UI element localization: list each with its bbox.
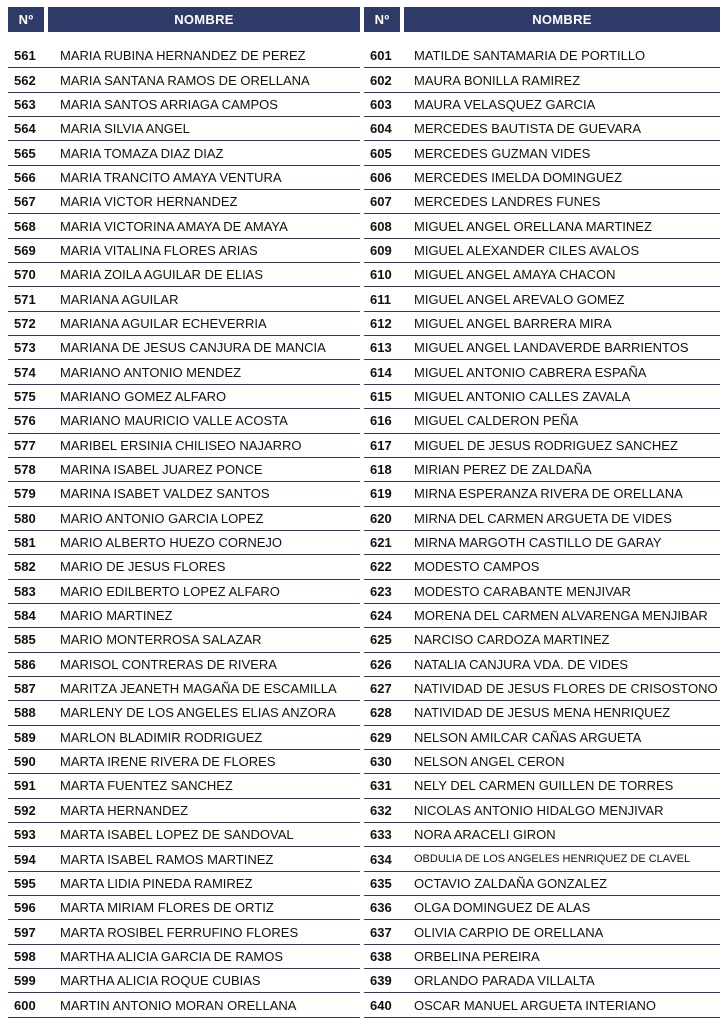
row-number: 606 (370, 169, 392, 185)
table-row (364, 969, 720, 993)
table-row (364, 896, 720, 920)
row-number: 590 (14, 754, 36, 770)
table-row (364, 263, 720, 287)
row-name: MARTIN ANTONIO MORAN ORELLANA (60, 997, 297, 1013)
row-number: 570 (14, 267, 36, 283)
row-number: 616 (370, 413, 392, 429)
row-number: 592 (14, 802, 36, 818)
table-row (8, 263, 360, 287)
row-number: 598 (14, 948, 36, 964)
row-number: 596 (14, 900, 36, 916)
row-name: MIRNA MARGOTH CASTILLO DE GARAY (414, 535, 662, 551)
table-row (8, 287, 360, 311)
row-name: MARIANO ANTONIO MENDEZ (60, 364, 242, 380)
row-number: 636 (370, 900, 392, 916)
row-number: 601 (370, 48, 392, 64)
table-row (364, 166, 720, 190)
row-number: 586 (14, 656, 36, 672)
row-number: 607 (370, 194, 392, 210)
table-row (364, 141, 720, 165)
row-name: NICOLAS ANTONIO HIDALGO MENJIVAR (414, 802, 664, 818)
table-row (8, 117, 360, 141)
row-number: 609 (370, 242, 392, 258)
row-name: MIGUEL ANGEL AMAYA CHACON (414, 267, 616, 283)
row-number: 578 (14, 462, 36, 478)
row-name: MARTA IRENE RIVERA DE FLORES (60, 754, 276, 770)
row-number: 622 (370, 559, 392, 575)
row-name: MORENA DEL CARMEN ALVARENGA MENJIBAR (414, 608, 708, 624)
row-name: MARINA ISABET VALDEZ SANTOS (60, 486, 270, 502)
row-number: 613 (370, 340, 392, 356)
table-row (8, 993, 360, 1017)
table-row (8, 823, 360, 847)
table-row (364, 385, 720, 409)
row-name: MARTHA ALICIA GARCIA DE RAMOS (60, 948, 283, 964)
table-row (364, 68, 720, 92)
row-name: NELSON AMILCAR CAÑAS ARGUETA (414, 729, 642, 745)
table-row (8, 44, 360, 68)
row-name: MIGUEL ANTONIO CALLES ZAVALA (414, 388, 631, 404)
row-name: MARLON BLADIMIR RODRIGUEZ (60, 729, 263, 745)
row-number: 588 (14, 705, 36, 721)
row-number: 608 (370, 218, 392, 234)
table-row (8, 385, 360, 409)
row-name: MARIANO MAURICIO VALLE ACOSTA (60, 413, 288, 429)
row-name: MARIO ALBERTO HUEZO CORNEJO (60, 535, 283, 551)
row-name: OBDULIA DE LOS ANGELES HENRIQUEZ DE CLAVEL (414, 853, 691, 866)
table-row (8, 458, 360, 482)
row-number: 604 (370, 121, 392, 137)
row-number: 574 (14, 364, 36, 380)
table-row (8, 872, 360, 896)
table-row (364, 531, 720, 555)
table-row (364, 434, 720, 458)
table-row (364, 190, 720, 214)
row-number: 617 (370, 437, 392, 453)
row-number: 612 (370, 315, 392, 331)
table-row (364, 482, 720, 506)
row-name: MIGUEL DE JESUS RODRIGUEZ SANCHEZ (414, 437, 678, 453)
row-name: NATIVIDAD DE JESUS FLORES DE CRISOSTONO (414, 681, 718, 697)
table-row (364, 555, 720, 579)
row-number: 582 (14, 559, 36, 575)
row-number: 573 (14, 340, 36, 356)
table-row (8, 677, 360, 701)
row-number: 611 (370, 291, 391, 307)
row-number: 603 (370, 96, 392, 112)
table-row (8, 214, 360, 238)
table-row (8, 799, 360, 823)
row-number: 614 (370, 364, 392, 380)
table-row (364, 920, 720, 944)
row-name: MARIO MONTERROSA SALAZAR (60, 632, 262, 648)
row-name: MAURA BONILLA RAMIREZ (414, 72, 581, 88)
row-name: MARTA FUENTEZ SANCHEZ (60, 778, 233, 794)
row-name: MERCEDES GUZMAN VIDES (414, 145, 591, 161)
row-name: MIGUEL ANTONIO CABRERA ESPAÑA (414, 364, 647, 380)
row-name: NATALIA CANJURA VDA. DE VIDES (414, 656, 629, 672)
row-name: NELY DEL CARMEN GUILLEN DE TORRES (414, 778, 674, 794)
row-name: MIGUEL ANGEL LANDAVERDE BARRIENTOS (414, 340, 689, 356)
row-number: 569 (14, 242, 36, 258)
row-number: 625 (370, 632, 392, 648)
table-row (364, 117, 720, 141)
row-number: 639 (370, 973, 392, 989)
table-row (8, 190, 360, 214)
row-number: 637 (370, 924, 392, 940)
table-row (8, 653, 360, 677)
table-row (8, 360, 360, 384)
row-number: 563 (14, 96, 36, 112)
table-row (364, 312, 720, 336)
table-row (8, 166, 360, 190)
row-number: 628 (370, 705, 392, 721)
row-number: 585 (14, 632, 36, 648)
table-row (364, 360, 720, 384)
row-number: 576 (14, 413, 36, 429)
row-name: MIGUEL ANGEL ORELLANA MARTINEZ (414, 218, 652, 234)
table-row (8, 628, 360, 652)
row-number: 627 (370, 681, 392, 697)
row-name: MATILDE SANTAMARIA DE PORTILLO (414, 48, 646, 64)
table-row (364, 458, 720, 482)
table-row (8, 68, 360, 92)
table-row (8, 774, 360, 798)
row-number: 623 (370, 583, 392, 599)
row-name: MARIA VICTOR HERNANDEZ (60, 194, 238, 210)
row-name: MARIA VICTORINA AMAYA DE AMAYA (60, 218, 288, 234)
right-rows (364, 44, 720, 1018)
row-name: NELSON ANGEL CERON (414, 754, 565, 770)
table-row (8, 726, 360, 750)
table-row (8, 750, 360, 774)
row-name: MERCEDES LANDRES FUNES (414, 194, 601, 210)
row-name: MIGUEL ALEXANDER CILES AVALOS (414, 242, 640, 258)
row-number: 562 (14, 72, 36, 88)
row-number: 597 (14, 924, 36, 940)
row-number: 567 (14, 194, 36, 210)
table-row (8, 896, 360, 920)
row-number: 638 (370, 948, 392, 964)
row-name: NARCISO CARDOZA MARTINEZ (414, 632, 610, 648)
table-row (364, 750, 720, 774)
row-name: MARIANA AGUILAR ECHEVERRIA (60, 315, 267, 331)
row-name: MARINA ISABEL JUAREZ PONCE (60, 462, 263, 478)
table-row (364, 945, 720, 969)
table-row (364, 93, 720, 117)
row-number: 561 (14, 48, 36, 64)
table-row (8, 580, 360, 604)
table-row (364, 239, 720, 263)
table-row (364, 726, 720, 750)
row-number: 571 (14, 291, 36, 307)
row-name: NORA ARACELI GIRON (414, 827, 556, 843)
row-name: MARIA VITALINA FLORES ARIAS (60, 242, 258, 258)
row-name: MARISOL CONTRERAS DE RIVERA (60, 656, 277, 672)
row-name: MARLENY DE LOS ANGELES ELIAS ANZORA (60, 705, 336, 721)
table-row (364, 287, 720, 311)
table-row (364, 44, 720, 68)
row-number: 564 (14, 121, 36, 137)
row-number: 566 (14, 169, 36, 185)
table-row (8, 531, 360, 555)
row-name: ORLANDO PARADA VILLALTA (414, 973, 595, 989)
row-number: 587 (14, 681, 36, 697)
row-name: MIRIAN PEREZ DE ZALDAÑA (414, 462, 592, 478)
table-row (364, 628, 720, 652)
table-row (8, 312, 360, 336)
table-row (8, 336, 360, 360)
table-row (364, 580, 720, 604)
row-name: MARIA ZOILA AGUILAR DE ELIAS (60, 267, 264, 283)
row-number: 635 (370, 875, 392, 891)
row-name: MARIA TOMAZA DIAZ DIAZ (60, 145, 224, 161)
row-number: 584 (14, 608, 36, 624)
row-name: MIGUEL CALDERON PEÑA (414, 413, 579, 429)
row-number: 581 (14, 535, 36, 551)
row-name: MARIANA AGUILAR (60, 291, 179, 307)
table-row (8, 701, 360, 725)
row-number: 624 (370, 608, 392, 624)
row-name: MIGUEL ANGEL AREVALO GOMEZ (414, 291, 625, 307)
table-row (8, 847, 360, 871)
row-name: MARIO EDILBERTO LOPEZ ALFARO (60, 583, 280, 599)
row-name: NATIVIDAD DE JESUS MENA HENRIQUEZ (414, 705, 671, 721)
table-row (364, 604, 720, 628)
row-name: MARTHA ALICIA ROQUE CUBIAS (60, 973, 261, 989)
left-table-header (8, 7, 360, 32)
table-row (364, 799, 720, 823)
table-row (8, 555, 360, 579)
name-column-header: NOMBRE (404, 7, 720, 32)
row-name: MARIA SANTANA RAMOS DE ORELLANA (60, 72, 310, 88)
row-name: MERCEDES BAUTISTA DE GUEVARA (414, 121, 642, 137)
row-number: 602 (370, 72, 392, 88)
table-row (8, 239, 360, 263)
number-column-header: Nº (8, 7, 44, 32)
table-row (8, 969, 360, 993)
table-row (8, 93, 360, 117)
row-name: MIRNA ESPERANZA RIVERA DE ORELLANA (414, 486, 683, 502)
row-number: 615 (370, 388, 392, 404)
row-name: MARIANA DE JESUS CANJURA DE MANCIA (60, 340, 326, 356)
row-name: MODESTO CAMPOS (414, 559, 540, 575)
row-number: 580 (14, 510, 36, 526)
row-number: 634 (370, 851, 392, 867)
row-name: ORBELINA PEREIRA (414, 948, 540, 964)
row-name: MARIO MARTINEZ (60, 608, 173, 624)
row-number: 600 (14, 997, 36, 1013)
row-number: 591 (14, 778, 36, 794)
row-name: MIRNA DEL CARMEN ARGUETA DE VIDES (414, 510, 672, 526)
table-row (364, 409, 720, 433)
row-name: MARIO ANTONIO GARCIA LOPEZ (60, 510, 264, 526)
row-name: MARIA TRANCITO AMAYA VENTURA (60, 169, 282, 185)
table-row (364, 701, 720, 725)
left-column (8, 7, 360, 1018)
left-rows (8, 44, 360, 1018)
row-number: 583 (14, 583, 36, 599)
row-number: 595 (14, 875, 36, 891)
table-row (364, 847, 720, 871)
row-name: MARTA HERNANDEZ (60, 802, 189, 818)
number-column-header: Nº (364, 7, 400, 32)
table-row (8, 434, 360, 458)
table-row (364, 677, 720, 701)
row-name: MARIO DE JESUS FLORES (60, 559, 226, 575)
row-name: OLIVIA CARPIO DE ORELLANA (414, 924, 604, 940)
row-number: 632 (370, 802, 392, 818)
row-name: MAURA VELASQUEZ GARCIA (414, 96, 596, 112)
row-name: OSCAR MANUEL ARGUETA INTERIANO (414, 997, 656, 1013)
row-name: MARIA SANTOS ARRIAGA CAMPOS (60, 96, 278, 112)
row-name: MARTA ISABEL LOPEZ DE SANDOVAL (60, 827, 294, 843)
row-name: MARTA ISABEL RAMOS MARTINEZ (60, 851, 274, 867)
table-row (364, 214, 720, 238)
table-row (8, 141, 360, 165)
row-number: 618 (370, 462, 392, 478)
table-row (364, 336, 720, 360)
row-name: MARIANO GOMEZ ALFARO (60, 388, 227, 404)
row-number: 605 (370, 145, 392, 161)
row-name: MARIBEL ERSINIA CHILISEO NAJARRO (60, 437, 302, 453)
row-number: 633 (370, 827, 392, 843)
row-number: 621 (370, 535, 392, 551)
row-name: OCTAVIO ZALDAÑA GONZALEZ (414, 875, 608, 891)
row-number: 599 (14, 973, 36, 989)
table-row (364, 774, 720, 798)
row-name: MARIA RUBINA HERNANDEZ DE PEREZ (60, 48, 306, 64)
table-row (8, 604, 360, 628)
row-number: 630 (370, 754, 392, 770)
table-row (364, 993, 720, 1017)
table-row (364, 653, 720, 677)
table-row (8, 920, 360, 944)
row-number: 575 (14, 388, 36, 404)
row-number: 629 (370, 729, 392, 745)
row-name: MARIA SILVIA ANGEL (60, 121, 190, 137)
row-number: 565 (14, 145, 36, 161)
table-row (364, 507, 720, 531)
row-number: 619 (370, 486, 392, 502)
row-number: 620 (370, 510, 392, 526)
row-name: MARITZA JEANETH MAGAÑA DE ESCAMILLA (60, 681, 337, 697)
row-name: MERCEDES IMELDA DOMINGUEZ (414, 169, 623, 185)
table-row (8, 409, 360, 433)
table-row (8, 945, 360, 969)
right-table-header (364, 7, 720, 32)
row-number: 626 (370, 656, 392, 672)
table-row (364, 872, 720, 896)
row-name: MIGUEL ANGEL BARRERA MIRA (414, 315, 612, 331)
row-name: MARTA ROSIBEL FERRUFINO FLORES (60, 924, 299, 940)
row-name: MARTA MIRIAM FLORES DE ORTIZ (60, 900, 274, 916)
row-number: 594 (14, 851, 36, 867)
row-number: 593 (14, 827, 36, 843)
table-row (8, 482, 360, 506)
name-column-header: NOMBRE (48, 7, 360, 32)
row-number: 568 (14, 218, 36, 234)
row-number: 640 (370, 997, 392, 1013)
row-name: OLGA DOMINGUEZ DE ALAS (414, 900, 591, 916)
right-column (364, 7, 720, 1018)
row-number: 610 (370, 267, 392, 283)
row-name: MARTA LIDIA PINEDA RAMIREZ (60, 875, 253, 891)
row-number: 631 (370, 778, 392, 794)
row-number: 572 (14, 315, 36, 331)
table-row (8, 507, 360, 531)
row-number: 577 (14, 437, 36, 453)
table-row (364, 823, 720, 847)
row-name: MODESTO CARABANTE MENJIVAR (414, 583, 631, 599)
row-number: 579 (14, 486, 36, 502)
row-number: 589 (14, 729, 36, 745)
